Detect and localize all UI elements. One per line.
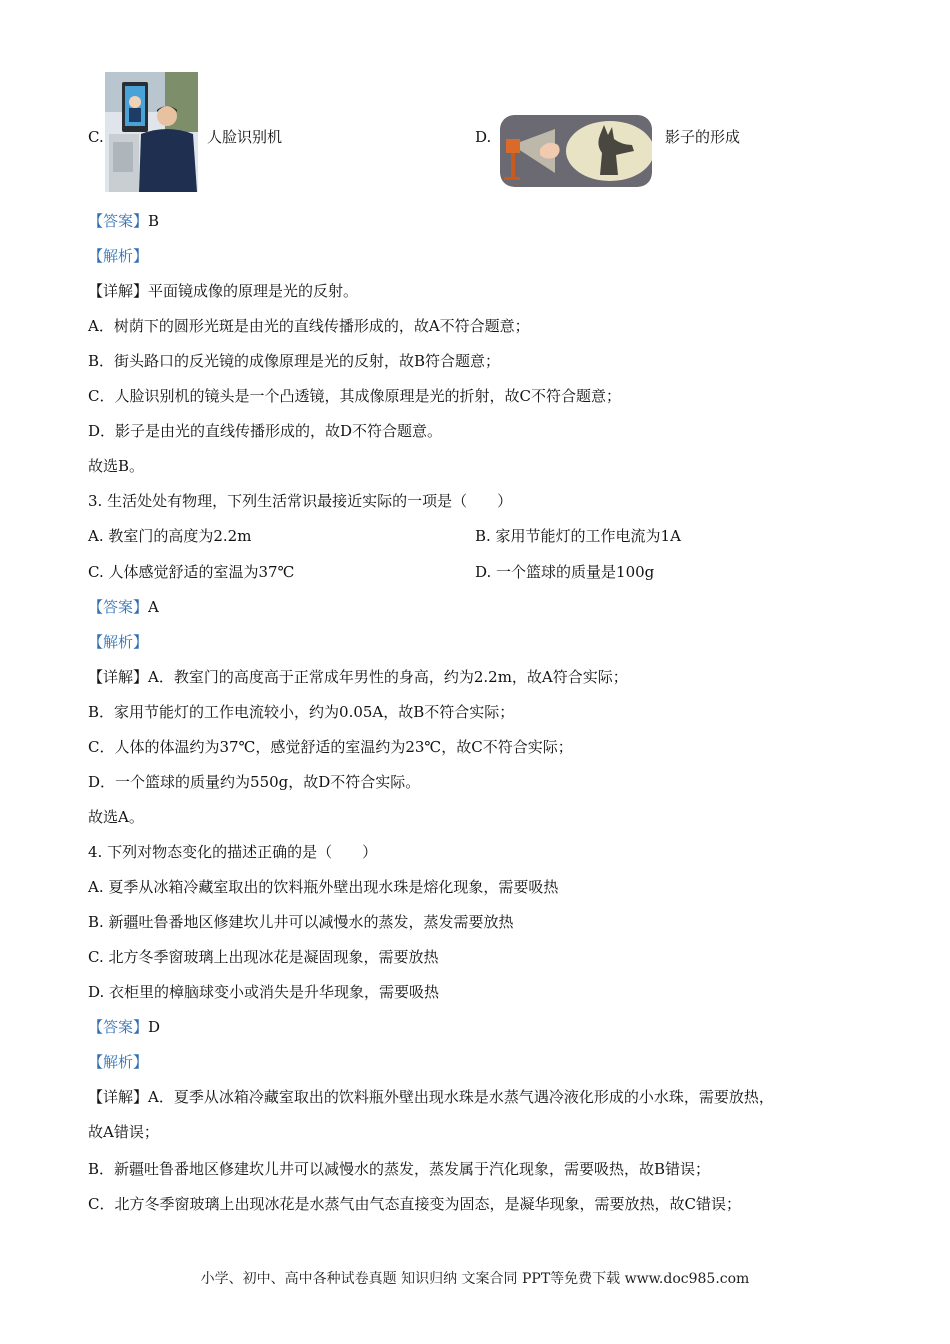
- detail-text: A．教室门的高度高于正常成年男性的身高，约为2.2m，故A符合实际；: [148, 668, 628, 686]
- answer-tag: 【答案】: [88, 1018, 149, 1036]
- q3-answer: [88, 596, 159, 618]
- option-d-label: D.: [475, 128, 492, 146]
- q4-line-c: C．北方冬季窗玻璃上出现冰花是水蒸气由气态直接变为固态，是凝华现象，需要放热，故C错误；: [88, 1195, 741, 1213]
- answer-tag: 【答案】: [88, 212, 149, 230]
- answer-value: A: [148, 598, 159, 616]
- detail-tag: 【详解】: [88, 668, 149, 686]
- answer-value: B: [148, 212, 160, 230]
- q4-option-a: A. 夏季从冰箱冷藏室取出的饮料瓶外壁出现水珠是熔化现象，需要吸热: [88, 878, 559, 896]
- q4-detail: [88, 1086, 774, 1108]
- page-footer: 小学、初中、高中各种试卷真题 知识归纳 文案合同 PPT等免费下载 www.doc985.com: [200, 1271, 750, 1287]
- option-c-label: C.: [88, 128, 104, 146]
- face-recognition-machine-image: [105, 72, 198, 192]
- q2-line-a: A．树荫下的圆形光斑是由光的直线传播形成的，故A不符合题意；: [88, 317, 530, 335]
- q4-line-a-cont: 故A错误；: [88, 1123, 159, 1141]
- q2-analysis-tag: 【解析】: [88, 247, 149, 265]
- shadow-formation-image: [500, 115, 652, 187]
- q3-line-c: C．人体的体温约为37℃，感觉舒适的室温约为23℃，故C不符合实际；: [88, 738, 573, 756]
- detail-tag: 【详解】: [88, 282, 149, 300]
- q2-line-d: D．影子是由光的直线传播形成的，故D不符合题意。: [88, 422, 443, 440]
- q2-line-c: C．人脸识别机的镜头是一个凸透镜，其成像原理是光的折射，故C不符合题意；: [88, 387, 621, 405]
- detail-text: A．夏季从冰箱冷藏室取出的饮料瓶外壁出现水珠是水蒸气遇冷液化形成的小水珠，需要放热，: [148, 1088, 774, 1106]
- q3-option-d: D. 一个篮球的质量是100g: [475, 563, 655, 581]
- q4-line-b: B．新疆吐鲁番地区修建坎儿井可以减慢水的蒸发，蒸发属于汽化现象，需要吸热，故B错误；: [88, 1160, 711, 1178]
- q3-analysis-tag: 【解析】: [88, 633, 149, 651]
- q2-detail: [88, 280, 358, 302]
- q4-answer: [88, 1016, 160, 1038]
- q3-line-b: B．家用节能灯的工作电流较小，约为0.05A，故B不符合实际；: [88, 703, 515, 721]
- q4-analysis-tag: 【解析】: [88, 1053, 149, 1071]
- q3-option-c: C. 人体感觉舒适的室温为37℃: [88, 563, 295, 581]
- option-d-text: 影子的形成: [665, 128, 741, 146]
- q3-stem: 3. 生活处处有物理，下列生活常识最接近实际的一项是（ ）: [88, 492, 513, 510]
- answer-tag: 【答案】: [88, 598, 149, 616]
- q4-option-d: D. 衣柜里的樟脑球变小或消失是升华现象，需要吸热: [88, 983, 440, 1001]
- q3-option-b: B. 家用节能灯的工作电流为1A: [475, 527, 681, 545]
- q4-stem: 4. 下列对物态变化的描述正确的是（ ）: [88, 843, 378, 861]
- q2-answer: [88, 210, 159, 232]
- q3-conclusion: 故选A。: [88, 808, 144, 826]
- answer-value: D: [148, 1018, 161, 1036]
- q3-line-d: D．一个篮球的质量约为550g，故D不符合实际。: [88, 773, 421, 791]
- option-c-text: 人脸识别机: [207, 128, 283, 146]
- q4-option-b: B. 新疆吐鲁番地区修建坎儿井可以减慢水的蒸发，蒸发需要放热: [88, 913, 514, 931]
- q2-conclusion: 故选B。: [88, 457, 145, 475]
- q3-option-a: A. 教室门的高度为2.2m: [88, 527, 252, 545]
- detail-text: 平面镜成像的原理是光的反射。: [148, 282, 359, 300]
- q3-detail: [88, 666, 628, 688]
- q2-line-b: B．街头路口的反光镜的成像原理是光的反射，故B符合题意；: [88, 352, 501, 370]
- detail-tag: 【详解】: [88, 1088, 149, 1106]
- q4-option-c: C. 北方冬季窗玻璃上出现冰花是凝固现象，需要放热: [88, 948, 439, 966]
